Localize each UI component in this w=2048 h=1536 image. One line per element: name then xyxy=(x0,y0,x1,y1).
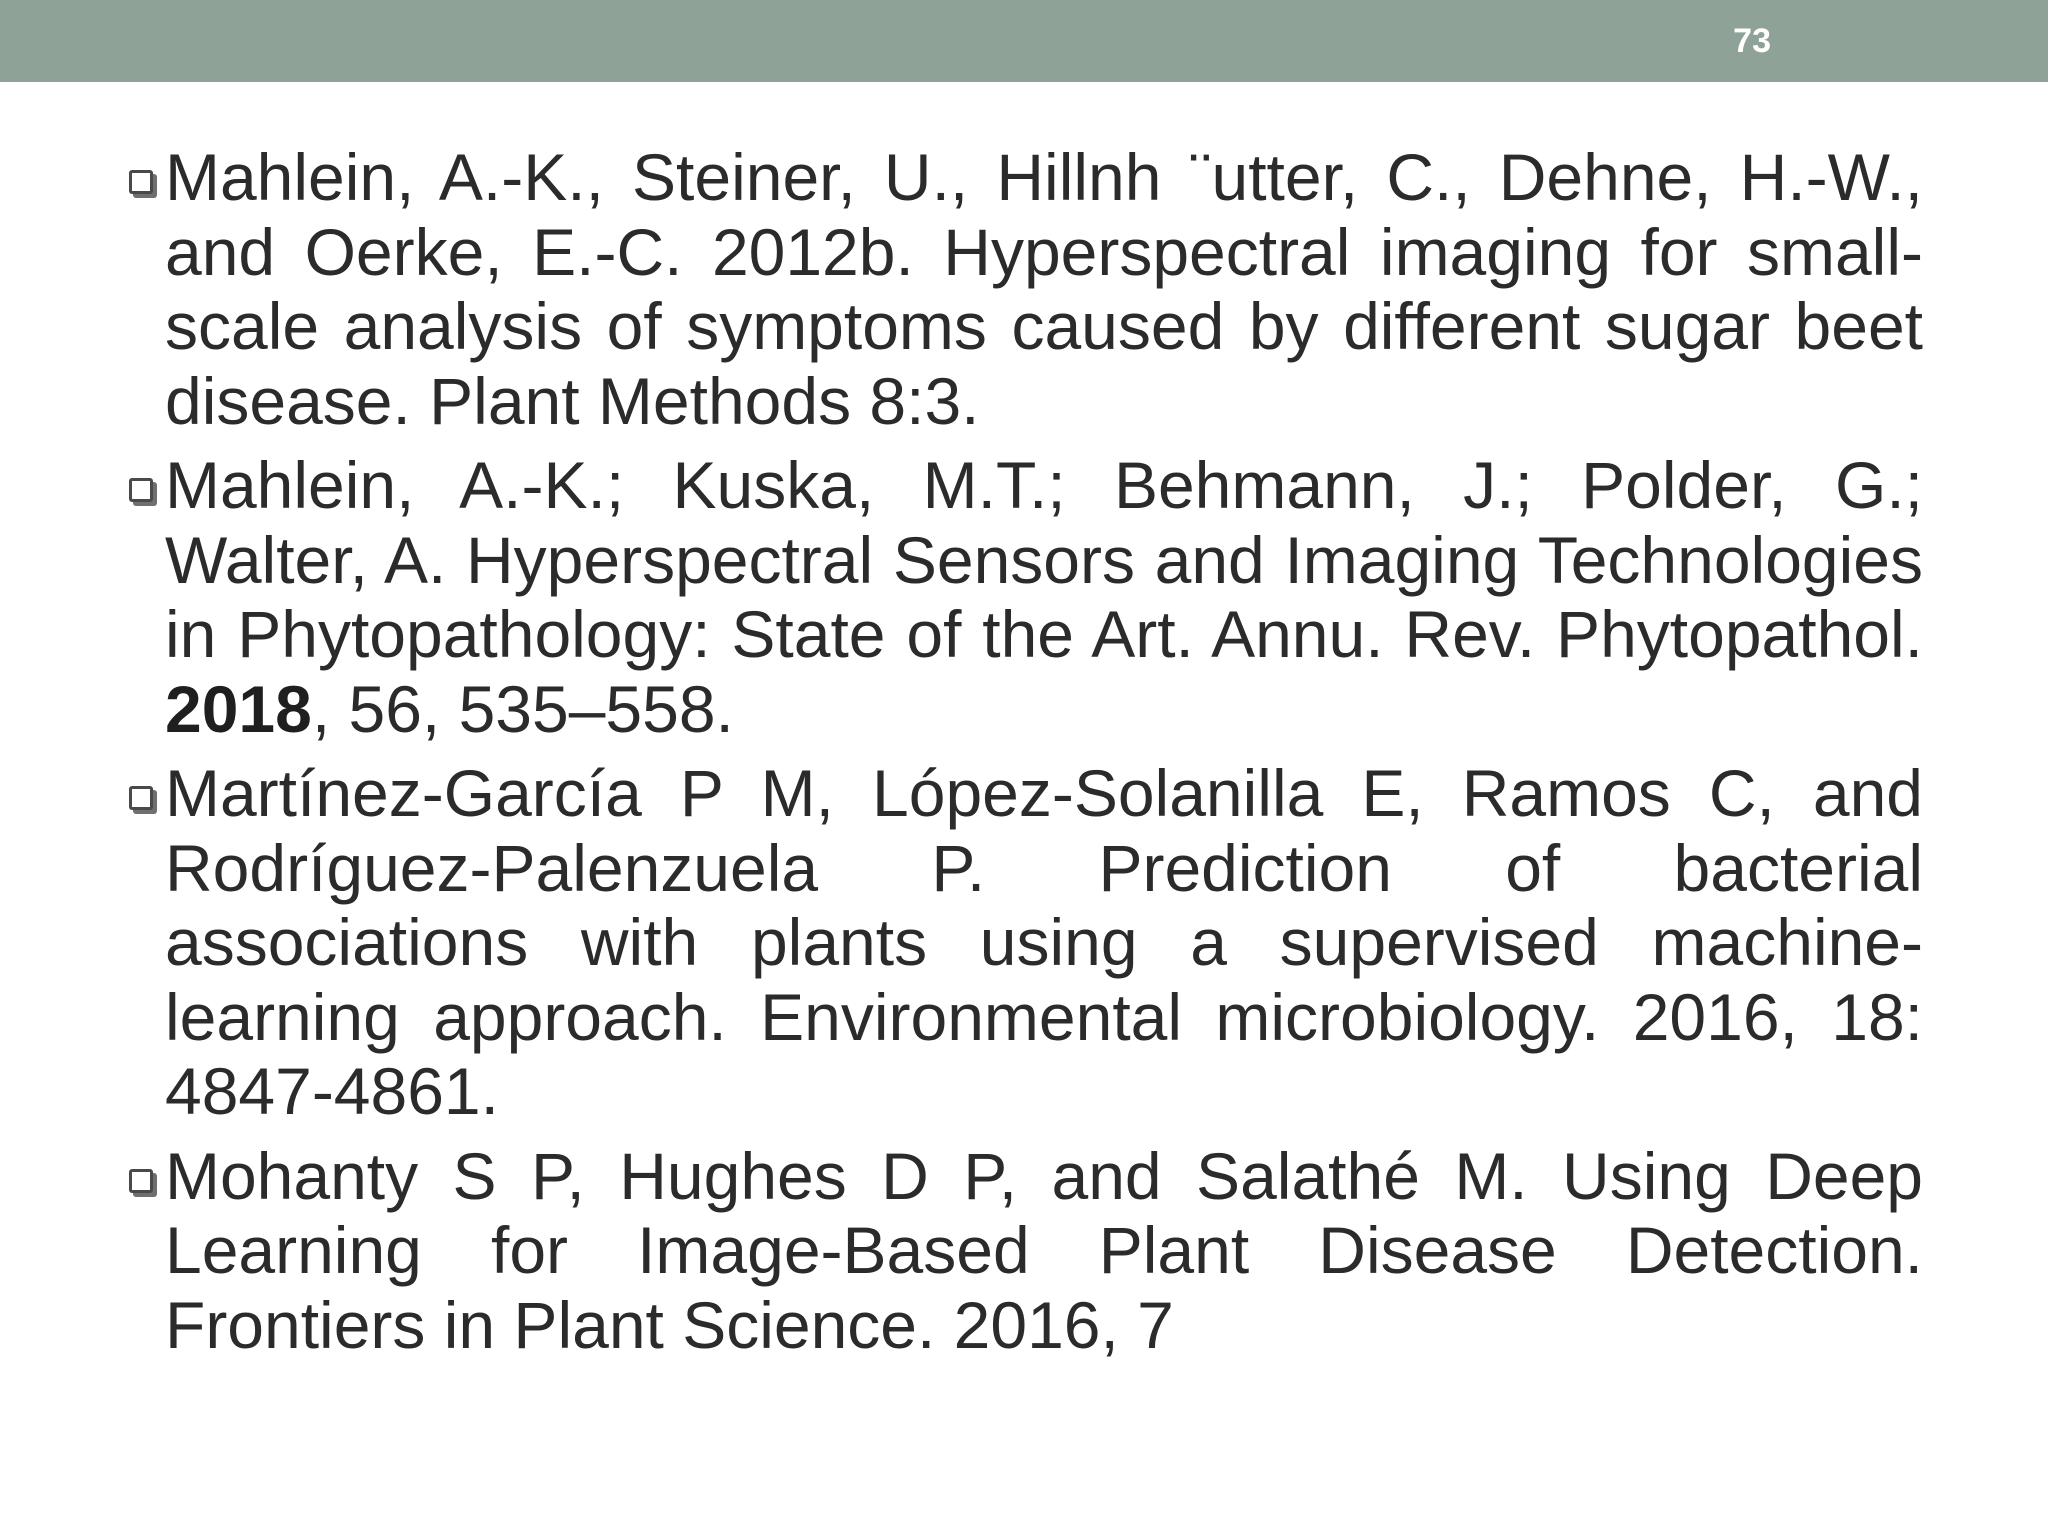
reference-year: 2018 xyxy=(165,671,312,746)
reference-item xyxy=(125,140,1923,438)
reference-item xyxy=(125,448,1923,746)
checkbox-square-icon xyxy=(129,170,153,194)
reference-item xyxy=(125,756,1923,1129)
reference-text: Mahlein, A.-K.; Kuska, M.T.; Behmann, J.; Polder, G.; Walter, A. Hyperspectral Sensors and Imaging Technologies in Phytopathology: State of the Art. Annu. Rev. Phytopathol. xyxy=(165,448,1923,671)
reference-text: Mohanty S P, Hughes D P, and Salathé M. Using Deep Learning for Image-Based Plant Disease Detection. Frontiers in Plant Science. 2016, 7 xyxy=(165,1138,1923,1362)
reference-list xyxy=(125,140,1923,1372)
reference-item xyxy=(125,1139,1923,1363)
reference-text: Mahlein, A.-K., Steiner, U., Hillnh ¨utter, C., Dehne, H.-W., and Oerke, E.-C. 2012b. Hyperspectral imaging for small-scale analysis of symptoms caused by different sugar beet disease. Plant Methods 8:3. xyxy=(165,140,1923,438)
checkbox-square-icon xyxy=(129,786,153,810)
reference-text: Martínez-García P M, López-Solanilla E, Ramos C, and Rodríguez-Palenzuela P. Prediction of bacterial associations with plants using a supervised machine-learning approach. Environmental microbiology. 2016, 18: 4847-4861. xyxy=(165,756,1923,1128)
reference-text-tail: , 56, 535–558. xyxy=(311,671,734,746)
page-number: 73 xyxy=(1733,22,1771,60)
checkbox-square-icon xyxy=(129,478,153,502)
checkbox-square-icon xyxy=(129,1169,153,1193)
header-bar xyxy=(0,0,2048,82)
